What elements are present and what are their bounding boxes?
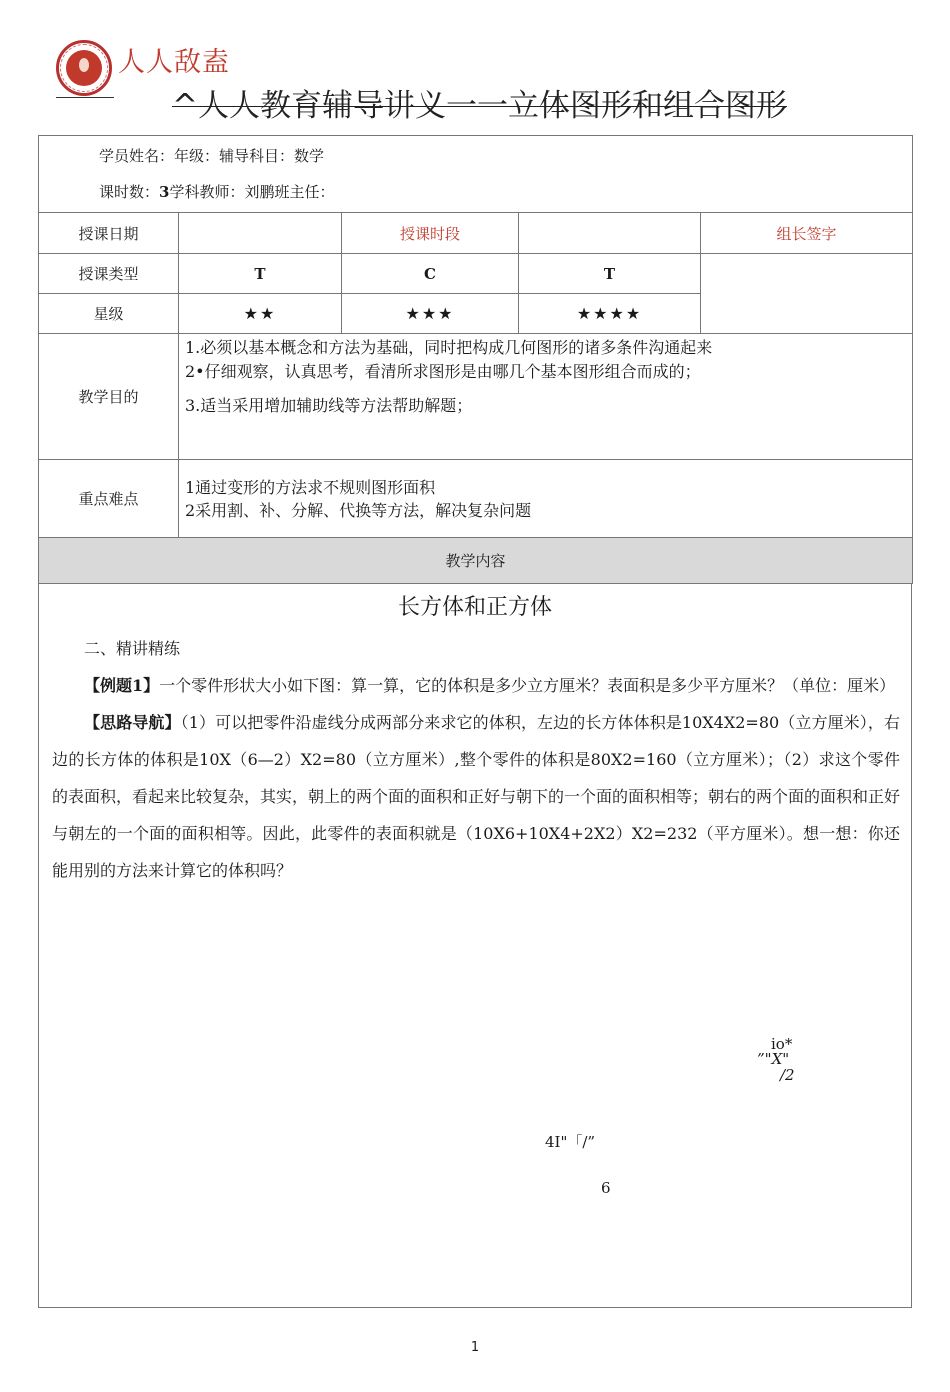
figure-label: io*	[771, 1035, 793, 1053]
key-item: 2采用割、补、分解、代换等方法，解决复杂问题	[185, 500, 532, 520]
period-label: 授课时段	[342, 213, 519, 254]
hint-text: （1）可以把零件沿虚线分成两部分来求它的体积，左边的长方体体积是10X4X2=80（立方厘米），右边的长方体的体积是10X（6—2）X2=80（立方厘米）,整个零件的体积是80X2=160（立方厘米）；（2）求这个零件的表面积，看起来比较复杂，其实，朝上的两个面的面积和正好与朝下的一个面的面积相等；朝右的两个面的面积和正好与朝左的一个面的面积相等。因此，此零件的表面积就是（10X6+10X4+2X2）X2=232（平方厘米）。想一想：你还能用别的方法来计算它的体积吗？	[52, 713, 901, 880]
level-stars: ★★★★	[519, 294, 701, 334]
key-list	[179, 460, 913, 538]
goal-label: 教学目的	[39, 334, 179, 460]
sign-area	[701, 254, 913, 334]
meta-teacher: 学科教师：刘鹏班主任：	[169, 183, 335, 201]
sign-label: 组长签字	[701, 213, 913, 254]
date-label: 授课日期	[39, 213, 179, 254]
page-number: 1	[470, 1340, 480, 1355]
logo-portrait	[79, 58, 89, 72]
key-label: 重点难点	[39, 460, 179, 538]
level-label: 星级	[39, 294, 179, 334]
type-value: T	[179, 254, 342, 294]
header-rule	[56, 97, 114, 98]
meta-hours-value: 3	[159, 183, 170, 201]
content-header: 教学内容	[39, 538, 913, 584]
meta-line-1: 学员姓名：年级：辅导科目：数学	[99, 147, 325, 165]
lesson-body	[52, 630, 900, 889]
section-heading: 二、精讲精练	[84, 639, 181, 658]
goal-list	[179, 334, 913, 460]
date-value	[179, 213, 342, 254]
type-label: 授课类型	[39, 254, 179, 294]
period-value	[519, 213, 701, 254]
goal-item: 1.必须以基本概念和方法为基础，同时把构成几何图形的诸多条件沟通起来	[185, 338, 713, 357]
goal-item: 3.适当采用增加辅助线等方法帮助解题；	[185, 396, 473, 415]
brand-name: 人人敌盍	[118, 47, 230, 78]
level-stars: ★★	[179, 294, 342, 334]
lesson-info-table	[38, 135, 913, 584]
example-paragraph	[52, 667, 900, 704]
example-tag: 【例题1】	[84, 676, 160, 695]
lesson-title: 长方体和正方体	[397, 595, 552, 620]
goal-item: 2•仔细观察，认真思考，看清所求图形是由哪几个基本图形组合而成的；	[185, 362, 701, 381]
logo-emblem	[66, 50, 102, 86]
logo	[56, 40, 112, 96]
type-value: C	[342, 254, 519, 294]
level-stars: ★★★	[342, 294, 519, 334]
figure-label: 6	[601, 1179, 611, 1197]
figure-label: 4I"「/”	[545, 1133, 596, 1151]
figure-label: /2	[780, 1066, 795, 1084]
hint-tag: 【思路导航】	[84, 713, 181, 732]
page-title: ^人人教育辅导讲义一一立体图形和组合图形	[172, 88, 787, 124]
meta-hours-label: 课时数：	[99, 183, 160, 201]
meta-line-2	[39, 174, 912, 210]
key-item: 1通过变形的方法求不规则图形面积	[185, 477, 436, 497]
example-text: 一个零件形状大小如下图：算一算，它的体积是多少立方厘米？表面积是多少平方厘米？（单位：厘米）	[159, 676, 896, 695]
hint-paragraph	[52, 704, 900, 889]
figure-label: ”"X"	[757, 1050, 790, 1068]
type-value: T	[519, 254, 701, 294]
student-meta	[39, 136, 913, 213]
